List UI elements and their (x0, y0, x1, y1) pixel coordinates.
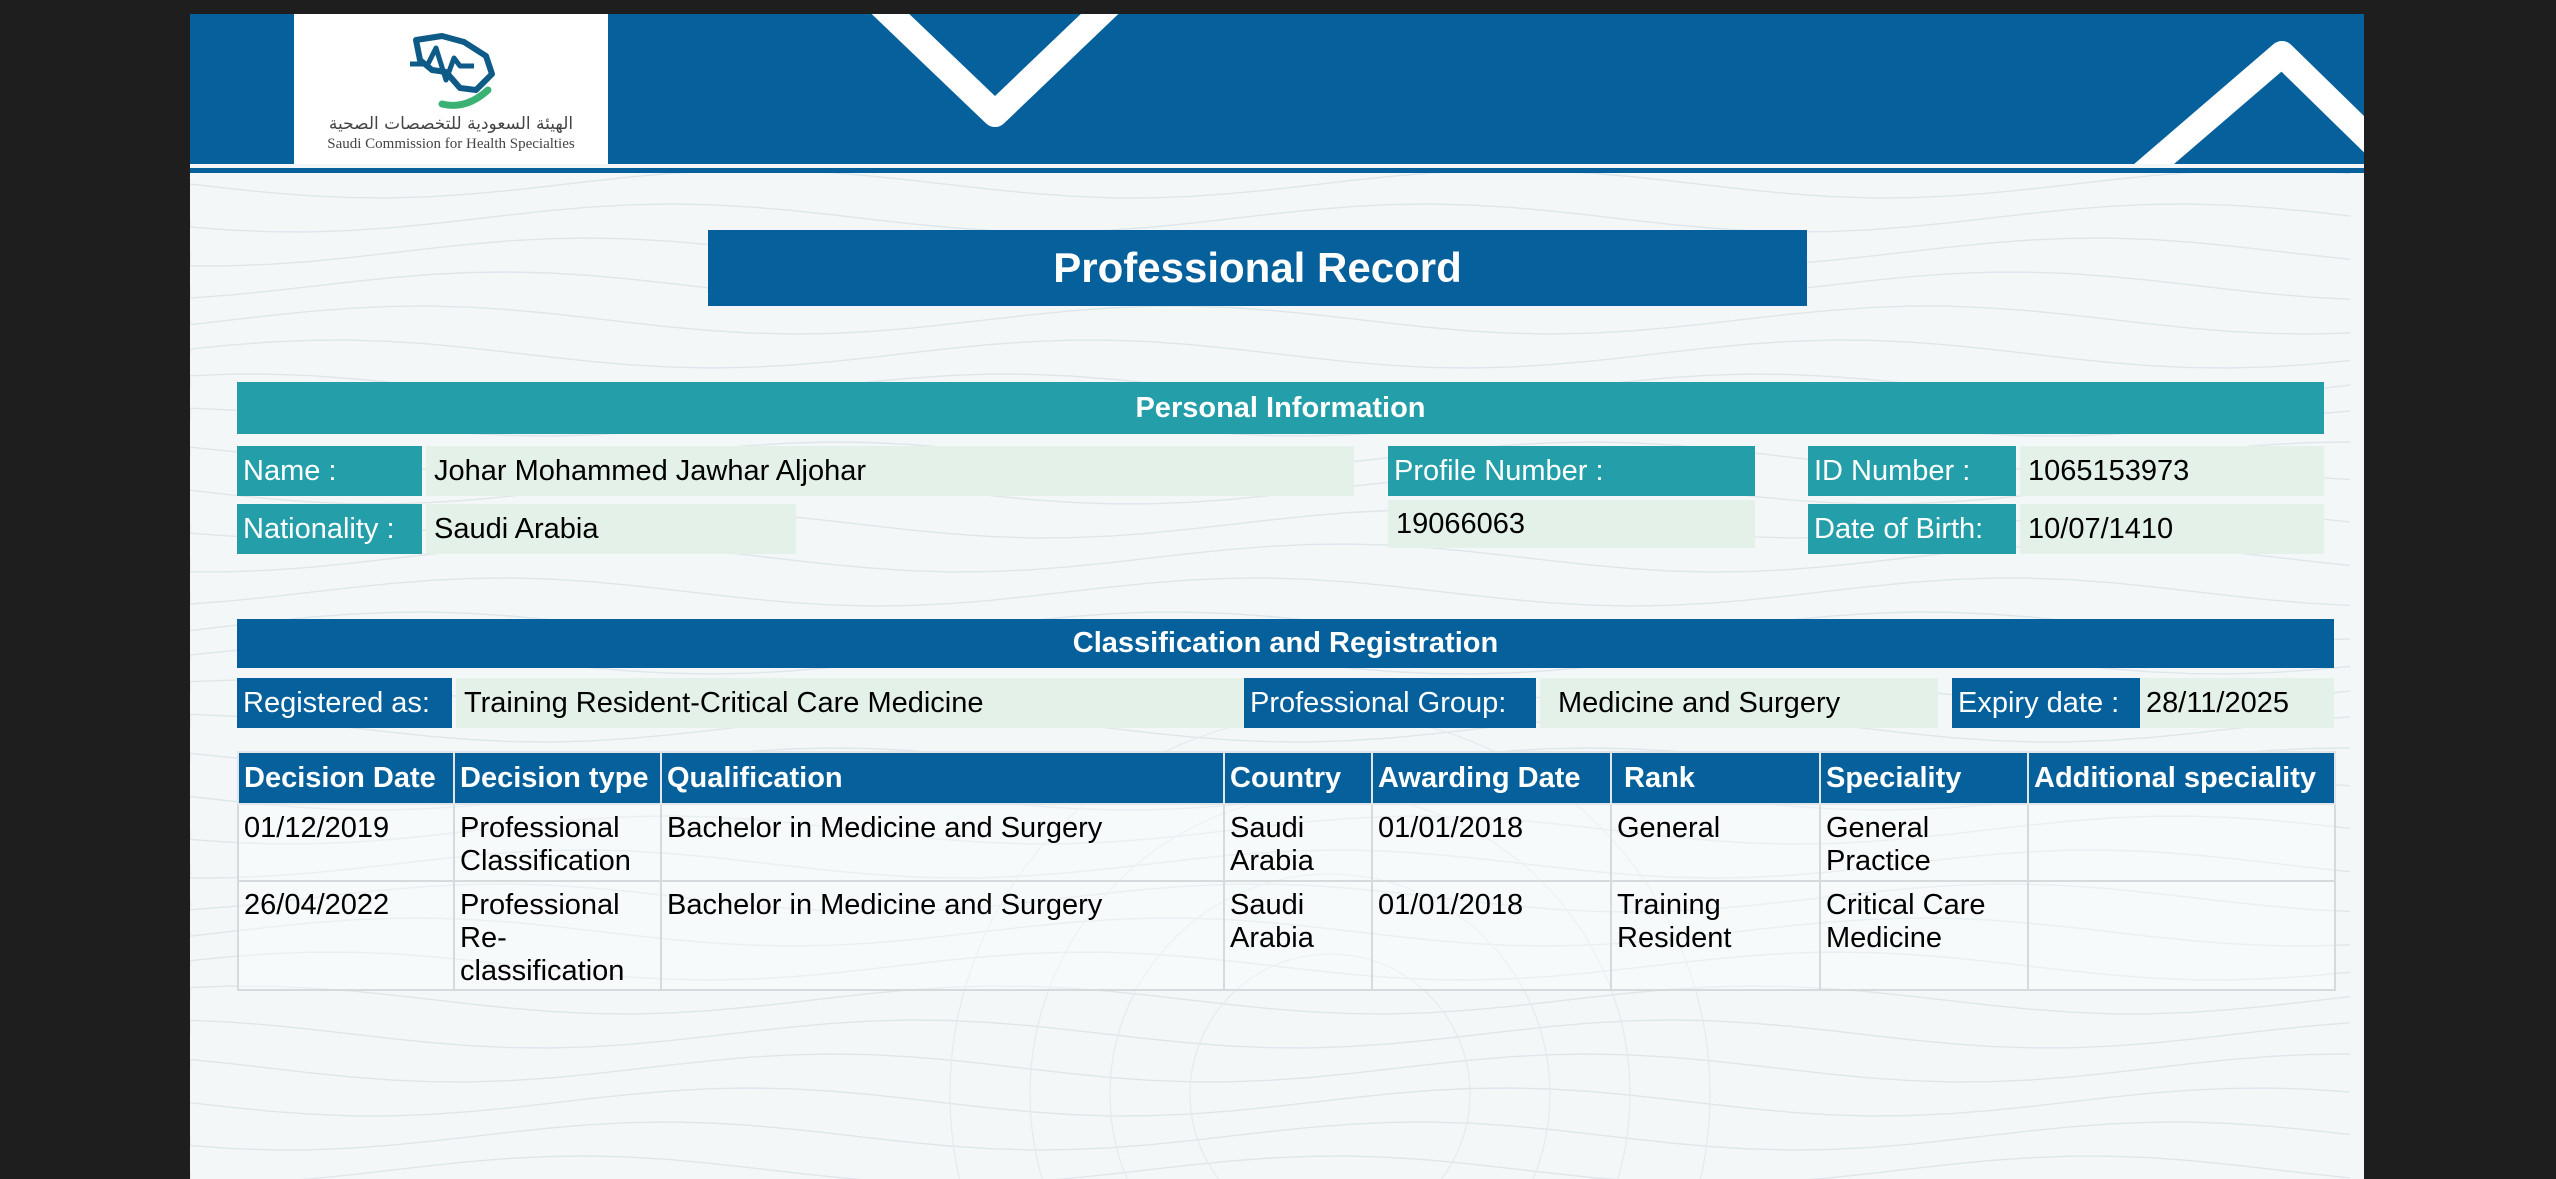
column-header: Qualification (661, 752, 1224, 804)
registered-as-value: Training Resident-Critical Care Medicine (456, 678, 1246, 728)
profile-number-label: Profile Number : (1388, 446, 1755, 496)
table-cell (2028, 804, 2335, 881)
id-number-label: ID Number : (1808, 446, 2016, 496)
table-cell: Professional Re-classification (454, 881, 661, 990)
pattern-wave (190, 340, 2350, 368)
pattern-wave (190, 578, 2350, 606)
id-number-value: 1065153973 (2020, 446, 2324, 496)
name-label: Name : (237, 446, 422, 496)
expiry-date-label: Expiry date : (1952, 678, 2140, 728)
table-header-row (238, 752, 2335, 804)
nationality-label: Nationality : (237, 504, 422, 554)
table-cell (2028, 881, 2335, 990)
professional-group-value: Medicine and Surgery (1540, 678, 1938, 728)
table-row (238, 804, 2335, 881)
table-cell: Saudi Arabia (1224, 804, 1372, 881)
table-cell: General Practice (1820, 804, 2028, 881)
pattern-wave (190, 204, 2350, 232)
pattern-wave (190, 170, 2350, 198)
column-header: Rank (1611, 752, 1820, 804)
expiry-date-value: 28/11/2025 (2140, 678, 2334, 728)
column-header: Speciality (1820, 752, 2028, 804)
table-cell: Bachelor in Medicine and Surgery (661, 804, 1224, 881)
logo (294, 14, 608, 164)
column-header: Decision type (454, 752, 661, 804)
table-cell: 01/12/2019 (238, 804, 454, 881)
date-of-birth-value: 10/07/1410 (2020, 504, 2324, 554)
table-cell: Training Resident (1611, 881, 1820, 990)
table-cell: General (1611, 804, 1820, 881)
table-cell: Saudi Arabia (1224, 881, 1372, 990)
table-cell: Professional Classification (454, 804, 661, 881)
logo-arabic-text: الهيئة السعودية للتخصصات الصحية (328, 114, 574, 134)
pattern-wave (190, 1088, 2350, 1116)
table-cell: 01/01/2018 (1372, 804, 1611, 881)
header-divider (190, 168, 2364, 173)
column-header: Awarding Date (1372, 752, 1611, 804)
column-header: Decision Date (238, 752, 454, 804)
column-header: Country (1224, 752, 1372, 804)
pattern-wave (190, 1054, 2350, 1082)
nationality-value: Saudi Arabia (426, 504, 796, 554)
table-cell: 01/01/2018 (1372, 881, 1611, 990)
table-cell: Bachelor in Medicine and Surgery (661, 881, 1224, 990)
pattern-wave (190, 1122, 2350, 1150)
logo-english-text: Saudi Commission for Health Specialties (327, 136, 575, 152)
security-pattern-background (190, 14, 2364, 1179)
document-page (190, 14, 2364, 1179)
pattern-wave (190, 1156, 2350, 1179)
table-row (238, 881, 2335, 990)
table-cell: Critical Care Medicine (1820, 881, 2028, 990)
heartbeat-map-logo-icon (402, 30, 500, 112)
pattern-wave (190, 306, 2350, 334)
registered-as-label: Registered as: (237, 678, 452, 728)
personal-information-heading: Personal Information (237, 382, 2324, 434)
pattern-wave (190, 1020, 2350, 1048)
table-cell: 26/04/2022 (238, 881, 454, 990)
decision-history-table (237, 751, 2336, 991)
column-header: Additional speciality (2028, 752, 2335, 804)
professional-group-label: Professional Group: (1244, 678, 1536, 728)
date-of-birth-label: Date of Birth: (1808, 504, 2016, 554)
page-title: Professional Record (708, 230, 1807, 306)
classification-heading: Classification and Registration (237, 619, 2334, 668)
profile-number-value: 19066063 (1388, 500, 1755, 548)
header-banner (190, 14, 2364, 164)
name-value: Johar Mohammed Jawhar Aljohar (426, 446, 1354, 496)
